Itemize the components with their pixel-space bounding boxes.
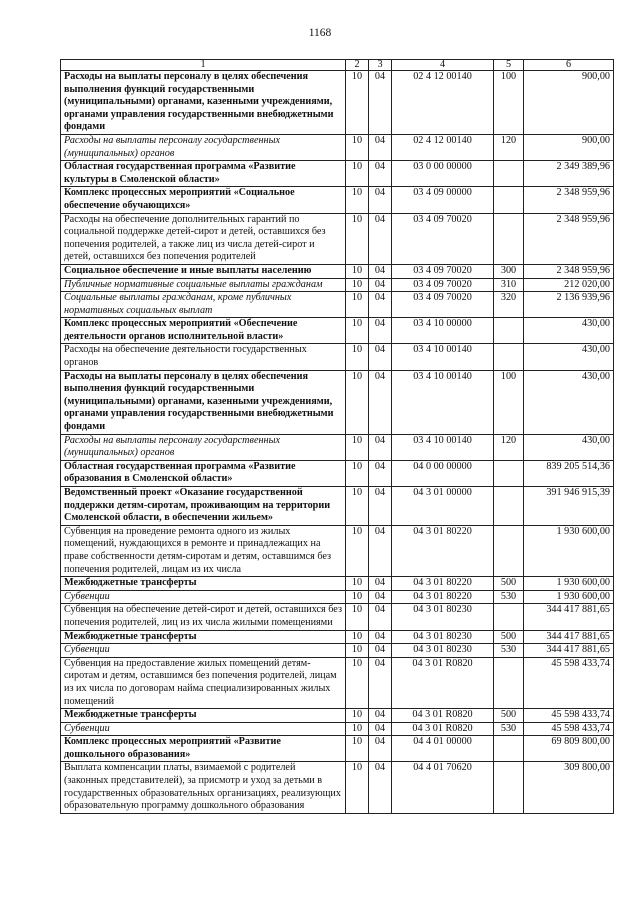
expense-type-cell: [494, 187, 524, 213]
subsection-cell: 04: [369, 278, 392, 292]
amount-cell: 430,00: [524, 318, 614, 344]
row-name-cell: Комплекс процессных мероприятий «Социальное обеспечение обучающихся»: [61, 187, 346, 213]
expense-type-cell: [494, 657, 524, 708]
expense-type-cell: 500: [494, 709, 524, 723]
subsection-cell: 04: [369, 709, 392, 723]
amount-cell: 45 598 433,74: [524, 709, 614, 723]
table-row: [61, 264, 614, 278]
target-code-cell: 03 4 10 00140: [392, 344, 494, 370]
target-code-cell: 04 3 01 R0820: [392, 657, 494, 708]
expense-type-cell: 120: [494, 134, 524, 160]
subsection-cell: 04: [369, 161, 392, 187]
section-cell: 10: [346, 187, 369, 213]
target-code-cell: 03 4 09 70020: [392, 292, 494, 318]
target-code-cell: 03 4 10 00000: [392, 318, 494, 344]
section-cell: 10: [346, 161, 369, 187]
target-code-cell: 04 3 01 80220: [392, 577, 494, 591]
row-name-cell: Областная государственная программа «Развитие образования в Смоленской области»: [61, 460, 346, 486]
expense-type-cell: [494, 487, 524, 526]
target-code-cell: 03 4 09 00000: [392, 187, 494, 213]
row-name-cell: Комплекс процессных мероприятий «Развитие дошкольного образования»: [61, 736, 346, 762]
table-row: [61, 657, 614, 708]
subsection-cell: 04: [369, 370, 392, 434]
amount-cell: 1 930 600,00: [524, 525, 614, 576]
expense-type-cell: [494, 213, 524, 264]
expense-type-cell: 500: [494, 630, 524, 644]
table-row: [61, 460, 614, 486]
section-cell: 10: [346, 213, 369, 264]
section-cell: 10: [346, 370, 369, 434]
target-code-cell: 04 4 01 00000: [392, 736, 494, 762]
amount-cell: 900,00: [524, 134, 614, 160]
row-name-cell: Субвенции: [61, 644, 346, 658]
subsection-cell: 04: [369, 292, 392, 318]
section-cell: 10: [346, 525, 369, 576]
expense-type-cell: [494, 318, 524, 344]
section-cell: 10: [346, 460, 369, 486]
target-code-cell: 04 3 01 R0820: [392, 709, 494, 723]
row-name-cell: Расходы на выплаты персоналу в целях обеспечения выполнения функций государственными (муниципальными) органами, казенными учреждениями, органами управления государственными внебюджетными фондами: [61, 370, 346, 434]
amount-cell: 2 348 959,96: [524, 213, 614, 264]
subsection-cell: 04: [369, 187, 392, 213]
section-cell: 10: [346, 434, 369, 460]
section-cell: 10: [346, 344, 369, 370]
row-name-cell: Межбюджетные трансферты: [61, 577, 346, 591]
header-cell: 1: [61, 60, 346, 71]
target-code-cell: 03 4 09 70020: [392, 278, 494, 292]
subsection-cell: 04: [369, 722, 392, 736]
row-name-cell: Субвенции: [61, 590, 346, 604]
subsection-cell: 04: [369, 657, 392, 708]
header-cell: 3: [369, 60, 392, 71]
header-cell: 5: [494, 60, 524, 71]
row-name-cell: Комплекс процессных мероприятий «Обеспечение деятельности органов исполнительной власти»: [61, 318, 346, 344]
row-name-cell: Субвенции: [61, 722, 346, 736]
amount-cell: 839 205 514,36: [524, 460, 614, 486]
row-name-cell: Субвенция на предоставление жилых помещений детям-сиротам и детям, оставшимся без попечения родителей, лицам из их числа по договорам найма специализированных жилых помещений: [61, 657, 346, 708]
expense-type-cell: [494, 762, 524, 813]
section-cell: 10: [346, 318, 369, 344]
expense-type-cell: [494, 736, 524, 762]
subsection-cell: 04: [369, 577, 392, 591]
row-name-cell: Межбюджетные трансферты: [61, 630, 346, 644]
target-code-cell: 03 4 09 70020: [392, 213, 494, 264]
table-row: [61, 370, 614, 434]
row-name-cell: Расходы на выплаты персоналу государственных (муниципальных) органов: [61, 134, 346, 160]
header-cell: 6: [524, 60, 614, 71]
section-cell: 10: [346, 590, 369, 604]
amount-cell: 45 598 433,74: [524, 722, 614, 736]
amount-cell: 2 349 389,96: [524, 161, 614, 187]
target-code-cell: 03 4 10 00140: [392, 434, 494, 460]
table-row: [61, 134, 614, 160]
section-cell: 10: [346, 278, 369, 292]
amount-cell: 2 136 939,96: [524, 292, 614, 318]
row-name-cell: Субвенция на обеспечение детей-сирот и детей, оставшихся без попечения родителей, лиц из их числа жилыми помещениями: [61, 604, 346, 630]
amount-cell: 1 930 600,00: [524, 590, 614, 604]
section-cell: 10: [346, 630, 369, 644]
header-cell: 2: [346, 60, 369, 71]
target-code-cell: 02 4 12 00140: [392, 134, 494, 160]
table-row: [61, 590, 614, 604]
subsection-cell: 04: [369, 736, 392, 762]
subsection-cell: 04: [369, 134, 392, 160]
row-name-cell: Областная государственная программа «Развитие культуры в Смоленской области»: [61, 161, 346, 187]
amount-cell: 391 946 915,39: [524, 487, 614, 526]
amount-cell: 309 800,00: [524, 762, 614, 813]
expense-type-cell: [494, 161, 524, 187]
table-row: [61, 709, 614, 723]
table-row: [61, 644, 614, 658]
table-row: [61, 762, 614, 813]
section-cell: 10: [346, 264, 369, 278]
subsection-cell: 04: [369, 264, 392, 278]
table-row: [61, 278, 614, 292]
expense-type-cell: 100: [494, 370, 524, 434]
target-code-cell: 04 3 01 00000: [392, 487, 494, 526]
table-row: [61, 434, 614, 460]
target-code-cell: 04 3 01 80230: [392, 630, 494, 644]
amount-cell: 344 417 881,65: [524, 604, 614, 630]
subsection-cell: 04: [369, 434, 392, 460]
amount-cell: 344 417 881,65: [524, 644, 614, 658]
table-row: [61, 161, 614, 187]
table-row: [61, 722, 614, 736]
section-cell: 10: [346, 577, 369, 591]
target-code-cell: 04 3 01 R0820: [392, 722, 494, 736]
row-name-cell: Социальное обеспечение и иные выплаты населению: [61, 264, 346, 278]
subsection-cell: 04: [369, 644, 392, 658]
row-name-cell: Расходы на обеспечение дополнительных гарантий по социальной поддержке детей-сирот и детей, оставшихся без попечения родителей, а также лиц из числа детей-сирот и детей, оставшихся без попечения родителей: [61, 213, 346, 264]
section-cell: 10: [346, 736, 369, 762]
amount-cell: 344 417 881,65: [524, 630, 614, 644]
section-cell: 10: [346, 657, 369, 708]
amount-cell: 45 598 433,74: [524, 657, 614, 708]
amount-cell: 430,00: [524, 434, 614, 460]
section-cell: 10: [346, 604, 369, 630]
subsection-cell: 04: [369, 213, 392, 264]
table-row: [61, 213, 614, 264]
section-cell: 10: [346, 709, 369, 723]
table-row: [61, 187, 614, 213]
row-name-cell: Социальные выплаты гражданам, кроме публичных нормативных социальных выплат: [61, 292, 346, 318]
table-row: [61, 630, 614, 644]
section-cell: 10: [346, 487, 369, 526]
row-name-cell: Ведомственный проект «Оказание государственной поддержки детям-сиротам, проживающим на территории Смоленской области, в обеспечении жильем»: [61, 487, 346, 526]
amount-cell: 212 020,00: [524, 278, 614, 292]
expense-type-cell: 320: [494, 292, 524, 318]
amount-cell: 1 930 600,00: [524, 577, 614, 591]
target-code-cell: 04 3 01 80230: [392, 644, 494, 658]
table-header-row: [61, 60, 614, 71]
table-row: [61, 487, 614, 526]
row-name-cell: Субвенция на проведение ремонта одного из жилых помещений, нуждающихся в ремонте и принадлежащих на праве собственности детям-сиротам и детям, оставшимся без попечения родителей, лицам из их числа: [61, 525, 346, 576]
expense-type-cell: 100: [494, 71, 524, 135]
expense-type-cell: 120: [494, 434, 524, 460]
target-code-cell: 04 3 01 80220: [392, 525, 494, 576]
section-cell: 10: [346, 644, 369, 658]
target-code-cell: 04 0 00 00000: [392, 460, 494, 486]
subsection-cell: 04: [369, 318, 392, 344]
row-name-cell: Расходы на выплаты персоналу в целях обеспечения выполнения функций государственными (муниципальными) органами, казенными учреждениями, органами управления государственными внебюджетными фондами: [61, 71, 346, 135]
table-row: [61, 577, 614, 591]
section-cell: 10: [346, 762, 369, 813]
row-name-cell: Расходы на выплаты персоналу государственных (муниципальных) органов: [61, 434, 346, 460]
table-row: [61, 604, 614, 630]
row-name-cell: Межбюджетные трансферты: [61, 709, 346, 723]
target-code-cell: 03 0 00 00000: [392, 161, 494, 187]
target-code-cell: 04 3 01 80230: [392, 604, 494, 630]
expense-type-cell: 530: [494, 590, 524, 604]
table-row: [61, 292, 614, 318]
subsection-cell: 04: [369, 344, 392, 370]
subsection-cell: 04: [369, 630, 392, 644]
row-name-cell: Выплата компенсации платы, взимаемой с родителей (законных представителей), за присмотр и уход за детьми в государственных образовательных организациях, реализующих образовательную программу дошкольного образования: [61, 762, 346, 813]
header-cell: 4: [392, 60, 494, 71]
table-body: [61, 71, 614, 814]
row-name-cell: Расходы на обеспечение деятельности государственных органов: [61, 344, 346, 370]
expense-type-cell: 310: [494, 278, 524, 292]
amount-cell: 430,00: [524, 370, 614, 434]
expense-type-cell: [494, 604, 524, 630]
table-row: [61, 318, 614, 344]
amount-cell: 430,00: [524, 344, 614, 370]
target-code-cell: 03 4 09 70020: [392, 264, 494, 278]
target-code-cell: 04 4 01 70620: [392, 762, 494, 813]
section-cell: 10: [346, 722, 369, 736]
section-cell: 10: [346, 134, 369, 160]
subsection-cell: 04: [369, 590, 392, 604]
table-row: [61, 71, 614, 135]
amount-cell: 69 809 800,00: [524, 736, 614, 762]
subsection-cell: 04: [369, 525, 392, 576]
subsection-cell: 04: [369, 487, 392, 526]
page-number: 1168: [308, 27, 332, 39]
subsection-cell: 04: [369, 604, 392, 630]
table-row: [61, 525, 614, 576]
subsection-cell: 04: [369, 762, 392, 813]
row-name-cell: Публичные нормативные социальные выплаты гражданам: [61, 278, 346, 292]
table-row: [61, 344, 614, 370]
target-code-cell: 04 3 01 80220: [392, 590, 494, 604]
expense-type-cell: [494, 344, 524, 370]
expense-type-cell: 300: [494, 264, 524, 278]
expense-type-cell: [494, 525, 524, 576]
subsection-cell: 04: [369, 71, 392, 135]
expense-type-cell: 500: [494, 577, 524, 591]
expense-type-cell: 530: [494, 722, 524, 736]
subsection-cell: 04: [369, 460, 392, 486]
amount-cell: 900,00: [524, 71, 614, 135]
expense-type-cell: [494, 460, 524, 486]
amount-cell: 2 348 959,96: [524, 264, 614, 278]
amount-cell: 2 348 959,96: [524, 187, 614, 213]
table-row: [61, 736, 614, 762]
expense-type-cell: 530: [494, 644, 524, 658]
section-cell: 10: [346, 292, 369, 318]
budget-table: [60, 59, 614, 814]
section-cell: 10: [346, 71, 369, 135]
target-code-cell: 02 4 12 00140: [392, 71, 494, 135]
target-code-cell: 03 4 10 00140: [392, 370, 494, 434]
